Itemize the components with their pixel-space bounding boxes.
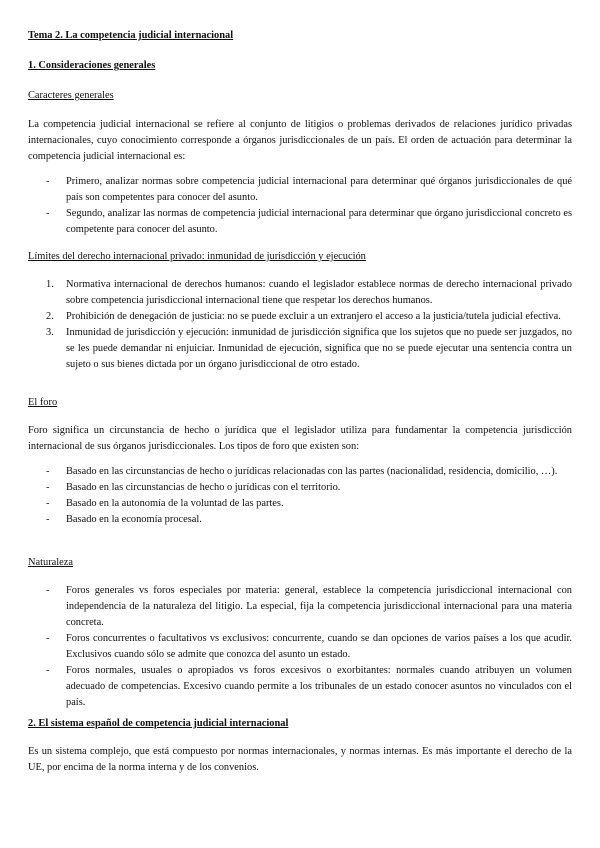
caracteres-list bbox=[28, 174, 572, 238]
list-item: - Foros normales, usuales o apropiados vs foros excesivos o exorbitantes: normales cuando atribuyen un volumen adecuado de competencias. Excesivo cuando permite a los tribunales de un estado conocer asuntos no vinculados con el país. bbox=[28, 663, 572, 711]
foro-intro: Foro significa un circunstancia de hecho o jurídica que el legislador utiliza para fundamentar la competencia jurisdicción internacional de sus órganos jurisdiccionales. Los tipos de foro que existen son: bbox=[28, 425, 572, 452]
section-1-heading: 1. Consideraciones generales bbox=[28, 60, 156, 71]
list-text: Inmunidad de jurisdicción y ejecución: inmunidad de jurisdicción significa que los sujetos que no puede ser juzgados, no se les puede demandar ni enjuiciar. Inmunidad de ejecución, significa que no se puede ejecutar una sentencia contra un sujeto o sus bienes dictada por un órgano jurisdiccional de otro estado. bbox=[66, 327, 572, 370]
caracteres-intro: La competencia judicial internacional se refiere al conjunto de litigios o problemas derivados de relaciones jurídico privadas internacionales, cuyo conocimiento corresponde a órganos jurisdiccionales de un país. El orden de actuación para determinar la competencia judicial internacional es: bbox=[28, 119, 572, 162]
list-item: - Basado en la economía procesal. bbox=[28, 512, 572, 528]
limites-heading: Límites del derecho internacional privado: inmunidad de jurisdicción y ejecución bbox=[28, 251, 366, 262]
list-item: - Basado en la autonomía de la voluntad de las partes. bbox=[28, 496, 572, 512]
list-item: - Basado en las circunstancias de hecho o jurídicas relacionadas con las partes (nacionalidad, residencia, domicilio, …). bbox=[28, 464, 572, 480]
list-number: 1. bbox=[46, 279, 54, 290]
list-item: - Foros generales vs foros especiales por materia: general, establece la competencia jurisdiccional internacional con independencia de la naturaleza del litigio. La especial, fija la competencia jurisdiccional internacional para una materia concreta. bbox=[28, 583, 572, 631]
section-2-heading: 2. El sistema español de competencia judicial internacional bbox=[28, 718, 289, 729]
list-number: 2. bbox=[46, 311, 54, 322]
list-item: - Segundo, analizar las normas de competencia judicial internacional para determinar que órgano jurisdiccional concreto es competente para conocer del asunto. bbox=[28, 206, 572, 238]
naturaleza-heading: Naturaleza bbox=[28, 557, 73, 568]
list-text: Normativa internacional de derechos humanos: cuando el legislador establece normas de derecho internacional privado sobre competencia jurisdiccional internacional tiene que respetar los derechos humanos. bbox=[66, 279, 572, 306]
list-item bbox=[28, 277, 572, 309]
list-item bbox=[28, 309, 572, 325]
foro-heading: El foro bbox=[28, 397, 58, 408]
foro-list bbox=[28, 464, 572, 528]
document-title: Tema 2. La competencia judicial internacional bbox=[28, 30, 234, 41]
list-item: - Basado en las circunstancias de hecho o jurídicas con el territorio. bbox=[28, 480, 572, 496]
section-2-intro: Es un sistema complejo, que está compuesto por normas internacionales, y normas internas. Es más importante el derecho de la UE, por encima de la norma interna y de los convenios. bbox=[28, 746, 572, 773]
list-item: - Foros concurrentes o facultativos vs exclusivos: concurrente, cuando se dan opciones de varios países a los que acudir. Exclusivos cuando sólo se admite que conozca del asunto un estado. bbox=[28, 631, 572, 663]
list-text: Prohibición de denegación de justicia: no se puede excluir a un extranjero el acceso a la justicia/tutela judicial efectiva. bbox=[66, 311, 561, 322]
list-number: 3. bbox=[46, 327, 54, 338]
list-item: - Primero, analizar normas sobre competencia judicial internacional para determinar qué órganos jurisdiccionales de qué país son competentes para conocer del asunto. bbox=[28, 174, 572, 206]
list-item bbox=[28, 325, 572, 373]
naturaleza-list bbox=[28, 583, 572, 711]
limites-list bbox=[28, 277, 572, 373]
caracteres-heading: Caracteres generales bbox=[28, 90, 114, 101]
